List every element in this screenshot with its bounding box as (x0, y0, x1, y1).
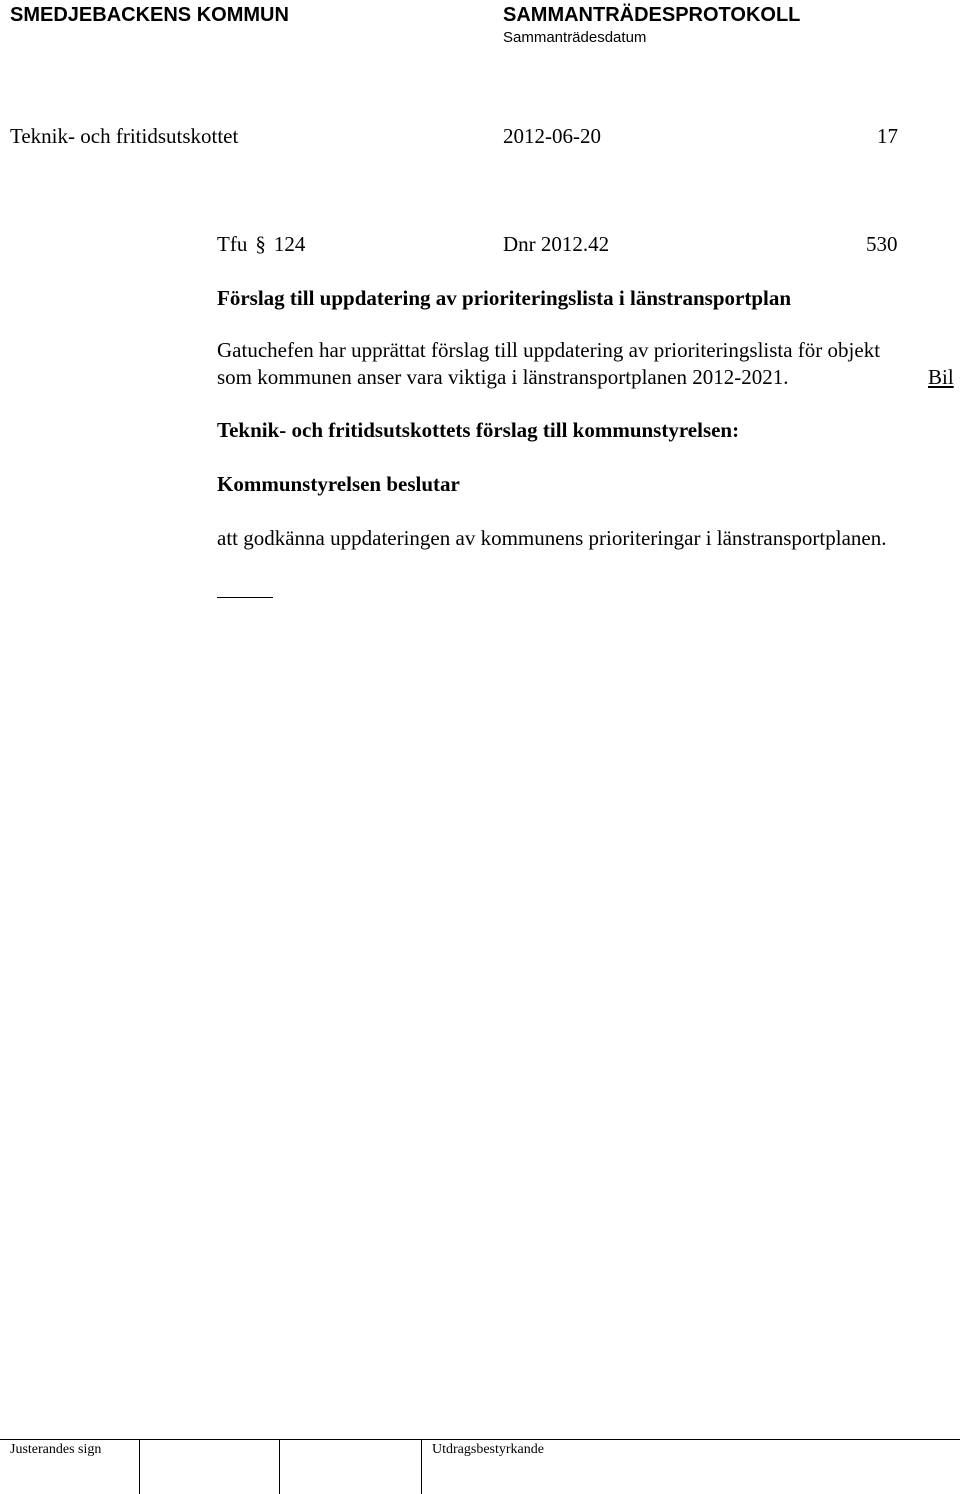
decision-text: att godkänna uppdateringen av kommunens prioriteringar i länstransportplanen. (217, 526, 887, 550)
diary-number: Dnr 2012.42 (503, 232, 610, 256)
committee-name: Teknik- och fritidsutskottet (10, 124, 239, 148)
footer-column-divider (139, 1439, 140, 1494)
footer-column-divider (421, 1439, 422, 1494)
organization-name: SMEDJEBACKENS KOMMUN (10, 4, 289, 26)
footer-sign-label: Justerandes sign (10, 1442, 102, 1457)
section-number: 124 (273, 232, 306, 256)
proposal-heading: Teknik- och fritidsutskottets förslag till kommunstyrelsen: (217, 418, 740, 442)
footer-column-divider (279, 1439, 280, 1494)
page-number: 17 (877, 124, 898, 148)
section-identifier (217, 232, 305, 257)
footer-rule (0, 1439, 960, 1440)
body-text-line: Gatuchefen har upprättat förslag till uppdatering av prioriteringslista för objekt (217, 338, 881, 362)
item-title: Förslag till uppdatering av prioriteringslista i länstransportplan (217, 286, 792, 310)
archive-code: 530 (866, 232, 898, 256)
meeting-date: 2012-06-20 (503, 124, 601, 148)
section-symbol: § (255, 232, 266, 256)
meeting-date-label: Sammanträdesdatum (503, 29, 647, 46)
end-of-item-rule (217, 597, 273, 598)
section-prefix: Tfu (217, 232, 248, 256)
document-type: SAMMANTRÄDESPROTOKOLL (503, 4, 801, 26)
body-text-line: som kommunen anser vara viktiga i länstransportplanen 2012-2021. (217, 365, 789, 389)
footer-extract-label: Utdragsbestyrkande (432, 1442, 544, 1457)
attachment-reference: Bil (928, 365, 954, 389)
decision-heading: Kommunstyrelsen beslutar (217, 472, 460, 496)
